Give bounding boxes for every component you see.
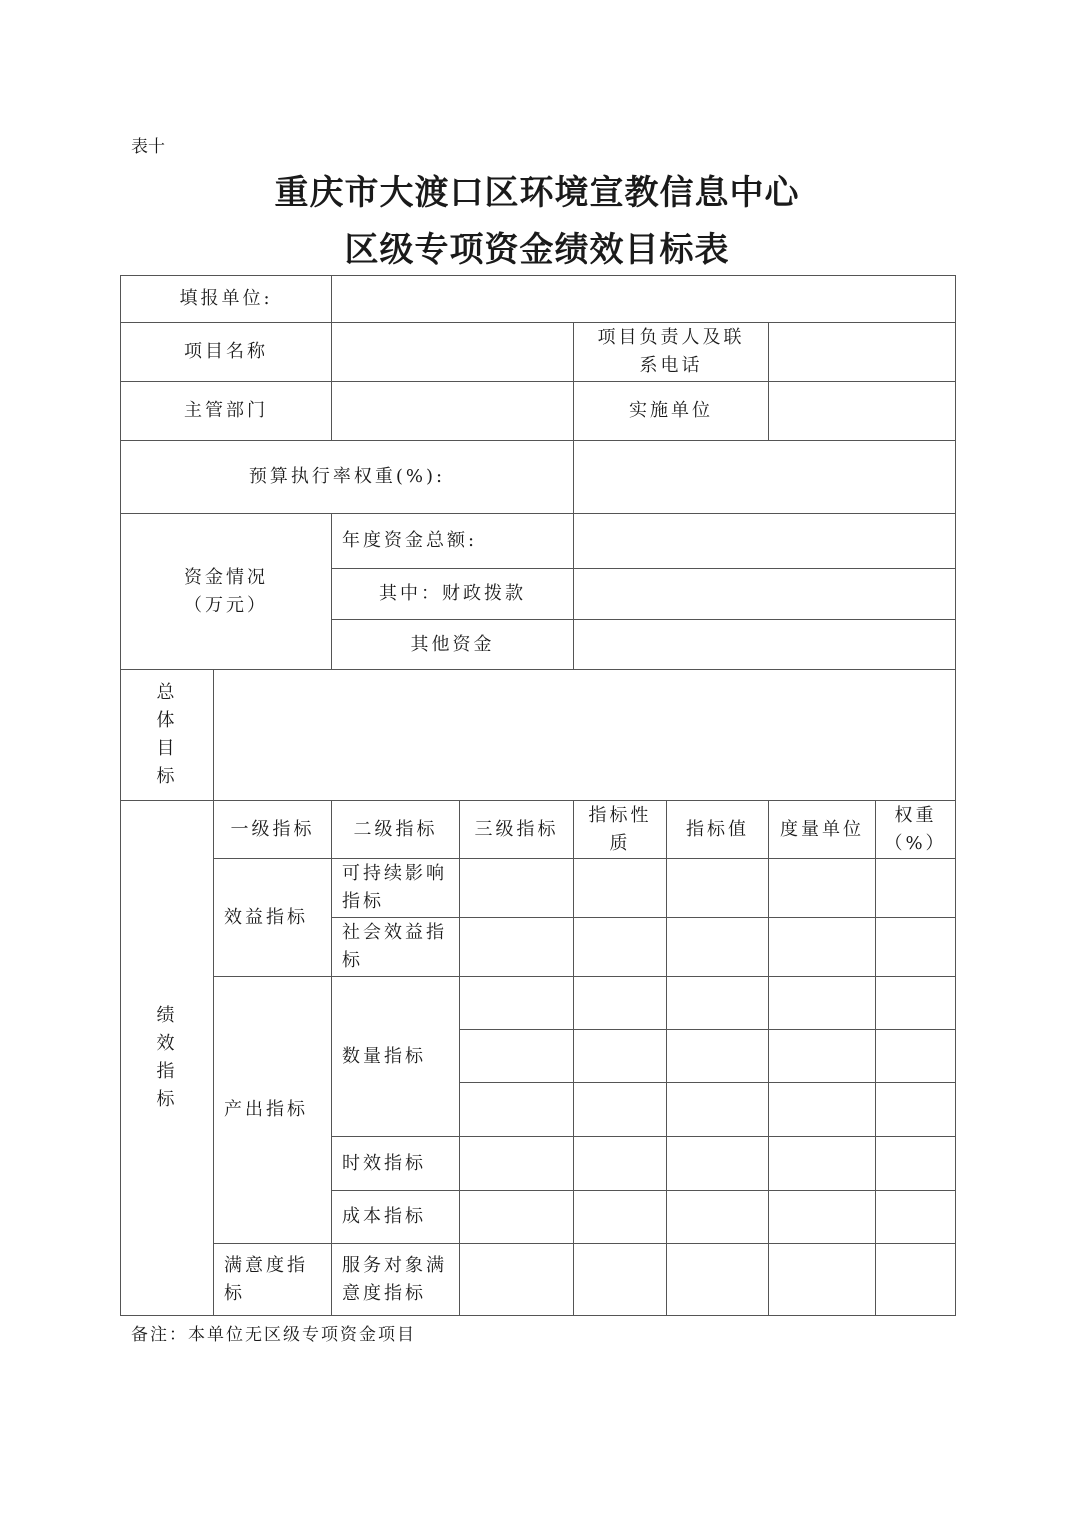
indicator-cell[interactable]	[666, 858, 769, 918]
column-header-weight: 权重（%）	[875, 800, 956, 859]
indicator-cell[interactable]	[573, 1082, 667, 1137]
indicator-cell[interactable]	[573, 1190, 667, 1244]
level2-service-satisfaction: 服务对象满意度指标	[331, 1243, 460, 1316]
indicator-cell[interactable]	[573, 917, 667, 977]
level2-cost: 成本指标	[331, 1190, 460, 1244]
indicator-cell[interactable]	[768, 1082, 876, 1137]
indicator-cell[interactable]	[768, 1136, 876, 1191]
project-leader-field[interactable]	[768, 322, 956, 382]
indicator-cell[interactable]	[875, 1136, 956, 1191]
indicator-cell[interactable]	[573, 858, 667, 918]
indicator-cell[interactable]	[573, 1136, 667, 1191]
indicator-cell[interactable]	[768, 858, 876, 918]
indicator-cell[interactable]	[459, 976, 574, 1030]
other-funds-label: 其他资金	[331, 619, 574, 670]
document-title-line2: 区级专项资金绩效目标表	[344, 230, 730, 270]
document-title-line1: 重庆市大渡口区环境宣教信息中心	[274, 173, 800, 213]
indicator-cell[interactable]	[875, 917, 956, 977]
indicator-cell[interactable]	[459, 1190, 574, 1244]
indicator-cell[interactable]	[768, 917, 876, 977]
indicator-cell[interactable]	[768, 1190, 876, 1244]
implementing-unit-label: 实施单位	[573, 381, 769, 441]
indicator-cell[interactable]	[666, 1190, 769, 1244]
project-name-label: 项目名称	[120, 322, 332, 382]
fiscal-appropriation-field[interactable]	[573, 568, 956, 620]
indicator-cell[interactable]	[768, 1029, 876, 1083]
footer-note: 备注：本单位无区级专项资金项目	[131, 1325, 416, 1345]
competent-dept-field[interactable]	[331, 381, 574, 441]
column-header-nature: 指标性质	[573, 800, 667, 859]
indicator-cell[interactable]	[459, 1029, 574, 1083]
overall-goal-label: 总 体 目 标	[120, 669, 214, 801]
indicator-cell[interactable]	[459, 858, 574, 918]
column-header-level1: 一级指标	[213, 800, 332, 859]
indicator-cell[interactable]	[573, 1029, 667, 1083]
fiscal-appropriation-label: 其中：财政拨款	[331, 568, 574, 620]
indicator-cell[interactable]	[573, 1243, 667, 1316]
indicator-cell[interactable]	[459, 1243, 574, 1316]
fill-unit-label: 填报单位:	[120, 275, 332, 323]
annual-total-field[interactable]	[573, 513, 956, 569]
indicator-cell[interactable]	[666, 917, 769, 977]
indicator-cell[interactable]	[666, 1029, 769, 1083]
indicator-cell[interactable]	[459, 917, 574, 977]
column-header-level3: 三级指标	[459, 800, 574, 859]
performance-indicators-label: 绩 效 指 标	[120, 800, 214, 1316]
overall-goal-field[interactable]	[213, 669, 956, 801]
indicator-cell[interactable]	[573, 976, 667, 1030]
column-header-value: 指标值	[666, 800, 769, 859]
indicator-cell[interactable]	[459, 1136, 574, 1191]
level2-quantity: 数量指标	[331, 976, 460, 1137]
project-name-field[interactable]	[331, 322, 574, 382]
indicator-cell[interactable]	[875, 1190, 956, 1244]
budget-rate-label: 预算执行率权重(%):	[120, 440, 574, 514]
table-number-label: 表十	[131, 137, 165, 157]
indicator-cell[interactable]	[875, 858, 956, 918]
indicator-cell[interactable]	[875, 1082, 956, 1137]
level2-sustainable: 可持续影响指标	[331, 858, 460, 918]
level1-benefit: 效益指标	[213, 858, 332, 977]
indicator-cell[interactable]	[768, 976, 876, 1030]
indicator-cell[interactable]	[666, 1243, 769, 1316]
competent-dept-label: 主管部门	[120, 381, 332, 441]
project-leader-label: 项目负责人及联系电话	[573, 322, 769, 382]
column-header-level2: 二级指标	[331, 800, 460, 859]
funding-label: 资金情况 （万元）	[120, 513, 332, 670]
column-header-unit: 度量单位	[768, 800, 876, 859]
level2-timeliness: 时效指标	[331, 1136, 460, 1191]
annual-total-label: 年度资金总额:	[331, 513, 574, 569]
indicator-cell[interactable]	[768, 1243, 876, 1316]
budget-rate-field[interactable]	[573, 440, 956, 514]
fill-unit-field[interactable]	[331, 275, 956, 323]
indicator-cell[interactable]	[875, 1243, 956, 1316]
other-funds-field[interactable]	[573, 619, 956, 670]
implementing-unit-field[interactable]	[768, 381, 956, 441]
indicator-cell[interactable]	[875, 1029, 956, 1083]
indicator-cell[interactable]	[666, 1136, 769, 1191]
indicator-cell[interactable]	[666, 976, 769, 1030]
level1-output: 产出指标	[213, 976, 332, 1244]
level2-social: 社会效益指标	[331, 917, 460, 977]
indicator-cell[interactable]	[459, 1082, 574, 1137]
level1-satisfaction: 满意度指标	[213, 1243, 332, 1316]
indicator-cell[interactable]	[875, 976, 956, 1030]
indicator-cell[interactable]	[666, 1082, 769, 1137]
